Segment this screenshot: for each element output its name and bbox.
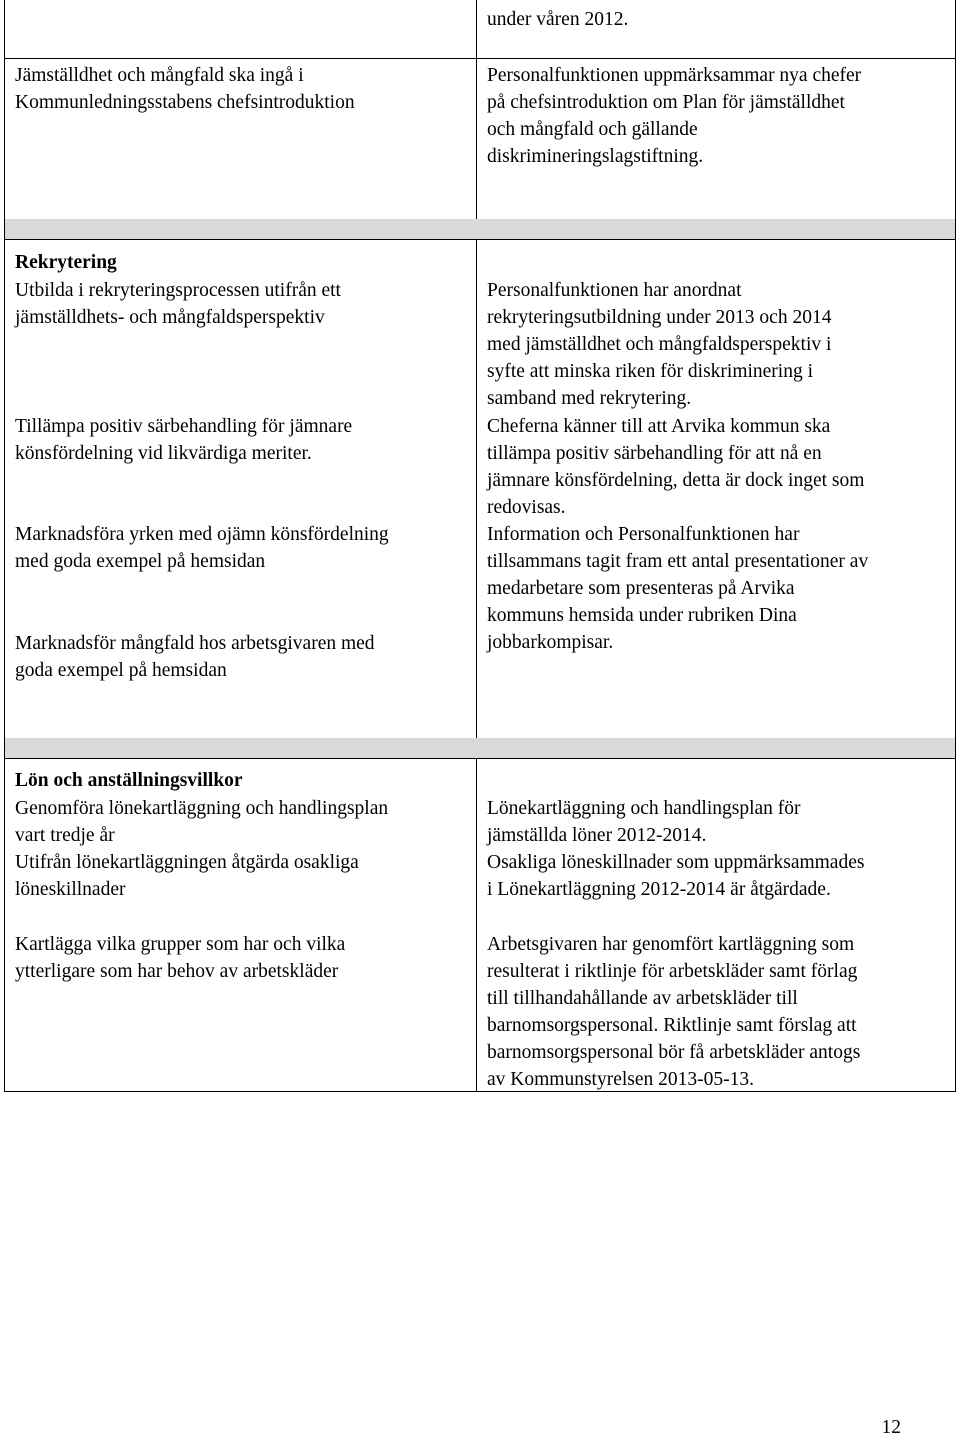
continued-text: under våren 2012. <box>487 9 629 30</box>
rekrytering-goal-4: Marknadsför mångfald hos arbetsgivaren med goda exempel på hemsidan <box>15 633 375 681</box>
chef-intro-result: Personalfunktionen uppmärksammar nya chefer på chefsintroduktion om Plan för jämställdhet och mångfald och gällande diskrimineringslagstiftning. <box>487 65 862 167</box>
rekrytering-heading: Rekrytering <box>15 252 117 273</box>
lon-result-1: Lönekartläggning och handlingsplan för jämställda löner 2012-2014. <box>487 798 801 846</box>
rekrytering-goal-3: Marknadsföra yrken med ojämn könsfördelning med goda exempel på hemsidan <box>15 524 389 572</box>
rekrytering-goal-2: Tillämpa positiv särbehandling för jämnare könsfördelning vid likvärdiga meriter. <box>15 416 353 464</box>
lon-heading: Lön och anställningsvillkor <box>15 770 243 791</box>
section-separator <box>4 219 956 240</box>
lon-goal-1: Genomföra lönekartläggning och handlingsplan vart tredje år <box>15 798 389 846</box>
rekrytering-goal-1: Utbilda i rekryteringsprocessen utifrån ett jämställdhets- och mångfaldsperspektiv <box>15 280 341 328</box>
row-divider-left <box>5 58 477 59</box>
lon-goal-3: Kartlägga vilka grupper som har och vilka ytterligare som har behov av arbetskläder <box>15 934 346 982</box>
lon-result-2: Osakliga löneskillnader som uppmärksammades i Lönekartläggning 2012-2014 är åtgärdade. <box>487 852 865 900</box>
chef-intro-goal: Jämställdhet och mångfald ska ingå i Kommunledningsstabens chefsintroduktion <box>15 65 355 113</box>
page-number: 12 <box>881 1417 901 1438</box>
rekrytering-result-3: Information och Personalfunktionen har tillsammans tagit fram ett antal presentationer av medarbetare som presenteras på Arvika kommuns hemsida under rubriken Dina jobbarkompisar. <box>487 524 869 653</box>
rekrytering-result-1: Personalfunktionen har anordnat rekryteringsutbildning under 2013 och 2014 med jämställdhet och mångfaldsperspektiv i syfte att minska riken för diskriminering i samband med rekrytering. <box>487 280 832 409</box>
section-separator-2 <box>4 738 956 759</box>
lon-goal-2: Utifrån lönekartläggningen åtgärda osakliga löneskillnader <box>15 852 359 900</box>
row-divider <box>477 58 955 59</box>
rekrytering-result-2: Cheferna känner till att Arvika kommun ska tillämpa positiv särbehandling för att nå en jämnare könsfördelning, detta är dock inget som redovisas. <box>487 416 865 518</box>
lon-result-3: Arbetsgivaren har genomfört kartläggning som resulterat i riktlinje för arbetskläder samt förlag till tillhandahållande av arbetskläder till barnomsorgspersonal. Riktlinje samt förslag att barnomsorgspersonal bör få arbetskläder antogs av Kommunstyrelsen 2013-05-13. <box>487 934 861 1090</box>
